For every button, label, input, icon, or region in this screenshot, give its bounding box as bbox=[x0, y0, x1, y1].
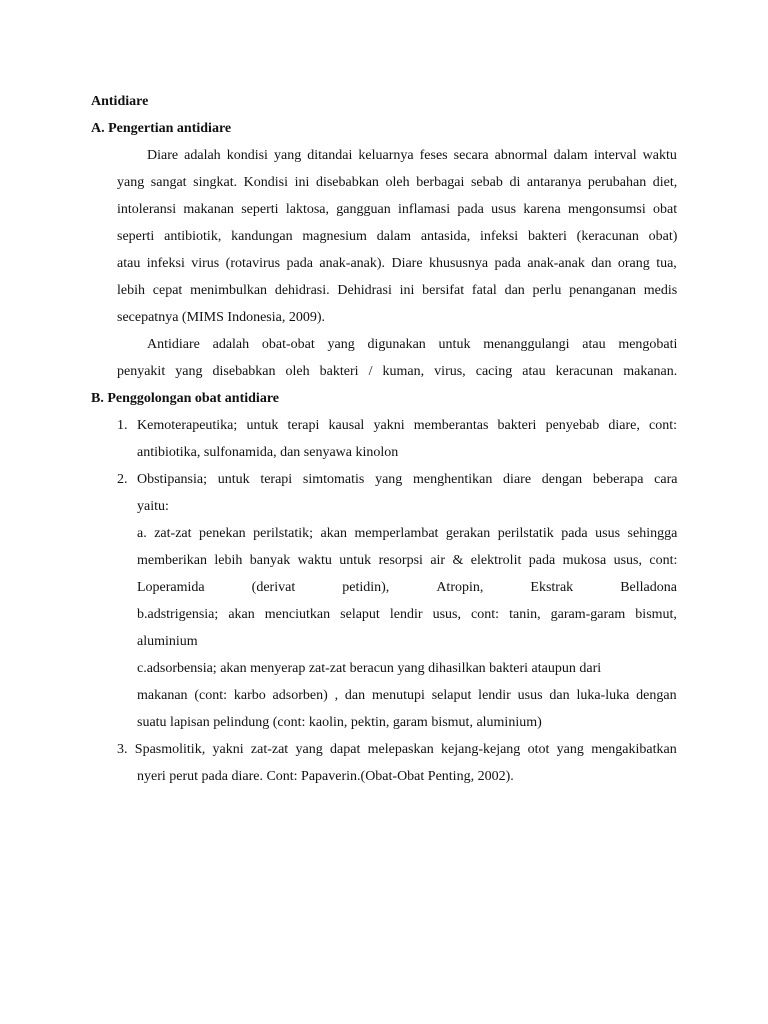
paragraph-line: yang sangat singkat. Kondisi ini disebabkan oleh berbagai sebab di antaranya perubahan diet, bbox=[117, 175, 678, 190]
sub-item-justified-line bbox=[137, 579, 677, 597]
sub-item-line: memberikan lebih banyak waktu untuk resorpsi air & elektrolit pada mukosa usus, cont: bbox=[137, 553, 678, 568]
list-number: 1. bbox=[117, 418, 128, 433]
list-item-line: 3. Spasmolitik, yakni zat-zat yang dapat melepaskan kejang-kejang otot yang mengakibatkan bbox=[117, 742, 677, 757]
paragraph-line: penyakit yang disebabkan oleh bakteri / kuman, virus, cacing atau keracunan makanan. bbox=[117, 364, 678, 379]
sub-item-line: suatu lapisan pelindung (cont: kaolin, pektin, garam bismut, aluminium) bbox=[137, 715, 542, 730]
list-item-line: yaitu: bbox=[137, 499, 169, 514]
sub-item-line: aluminium bbox=[137, 634, 198, 649]
list-item-line: nyeri perut pada diare. Cont: Papaverin.(Obat-Obat Penting, 2002). bbox=[137, 769, 514, 784]
list-number: 2. bbox=[117, 472, 128, 487]
word: Atropin, bbox=[436, 580, 484, 595]
word: Loperamida bbox=[137, 580, 205, 595]
word: Ekstrak bbox=[530, 580, 574, 595]
word: petidin), bbox=[342, 580, 390, 595]
paragraph-line: lebih cepat menimbulkan dehidrasi. Dehidrasi ini bersifat fatal dan perlu penanganan medis bbox=[117, 283, 678, 298]
section-b-heading: B. Penggolongan obat antidiare bbox=[91, 391, 279, 406]
sub-item-line: makanan (cont: karbo adsorben) , dan menutupi selaput lendir usus dan luka-luka dengan bbox=[137, 688, 677, 703]
list-item-line: Obstipansia; untuk terapi simtomatis yang menghentikan diare dengan beberapa cara bbox=[137, 472, 678, 487]
document-title: Antidiare bbox=[91, 94, 149, 109]
paragraph-line: intoleransi makanan seperti laktosa, gangguan inflamasi pada usus karena mengonsumsi obat bbox=[117, 202, 678, 217]
paragraph-line: atau infeksi virus (rotavirus pada anak-anak). Diare khususnya pada anak-anak dan orang tua, bbox=[117, 256, 677, 271]
list-item-line: antibiotika, sulfonamida, dan senyawa kinolon bbox=[137, 445, 399, 460]
paragraph-line: Diare adalah kondisi yang ditandai keluarnya feses secara abnormal dalam interval waktu bbox=[147, 148, 677, 163]
paragraph-line: seperti antibiotik, kandungan magnesium dalam antasida, infeksi bakteri (keracunan obat) bbox=[117, 229, 678, 244]
section-a-heading: A. Pengertian antidiare bbox=[91, 121, 232, 136]
sub-item-line: c.adsorbensia; akan menyerap zat-zat beracun yang dihasilkan bakteri ataupun dari bbox=[137, 661, 602, 676]
sub-item-line: a. zat-zat penekan perilstatik; akan memperlambat gerakan perilstatik pada usus sehingga bbox=[137, 526, 678, 541]
list-item-line: Kemoterapeutika; untuk terapi kausal yakni memberantas bakteri penyebab diare, cont: bbox=[137, 418, 678, 433]
paragraph-line: secepatnya (MIMS Indonesia, 2009). bbox=[117, 310, 326, 325]
word: (derivat bbox=[251, 580, 296, 595]
paragraph-line: Antidiare adalah obat-obat yang digunakan untuk menanggulangi atau mengobati bbox=[147, 337, 678, 352]
sub-item-line: b.adstrigensia; akan menciutkan selaput lendir usus, cont: tanin, garam-garam bismut, bbox=[137, 607, 677, 622]
word: Belladona bbox=[620, 580, 677, 595]
